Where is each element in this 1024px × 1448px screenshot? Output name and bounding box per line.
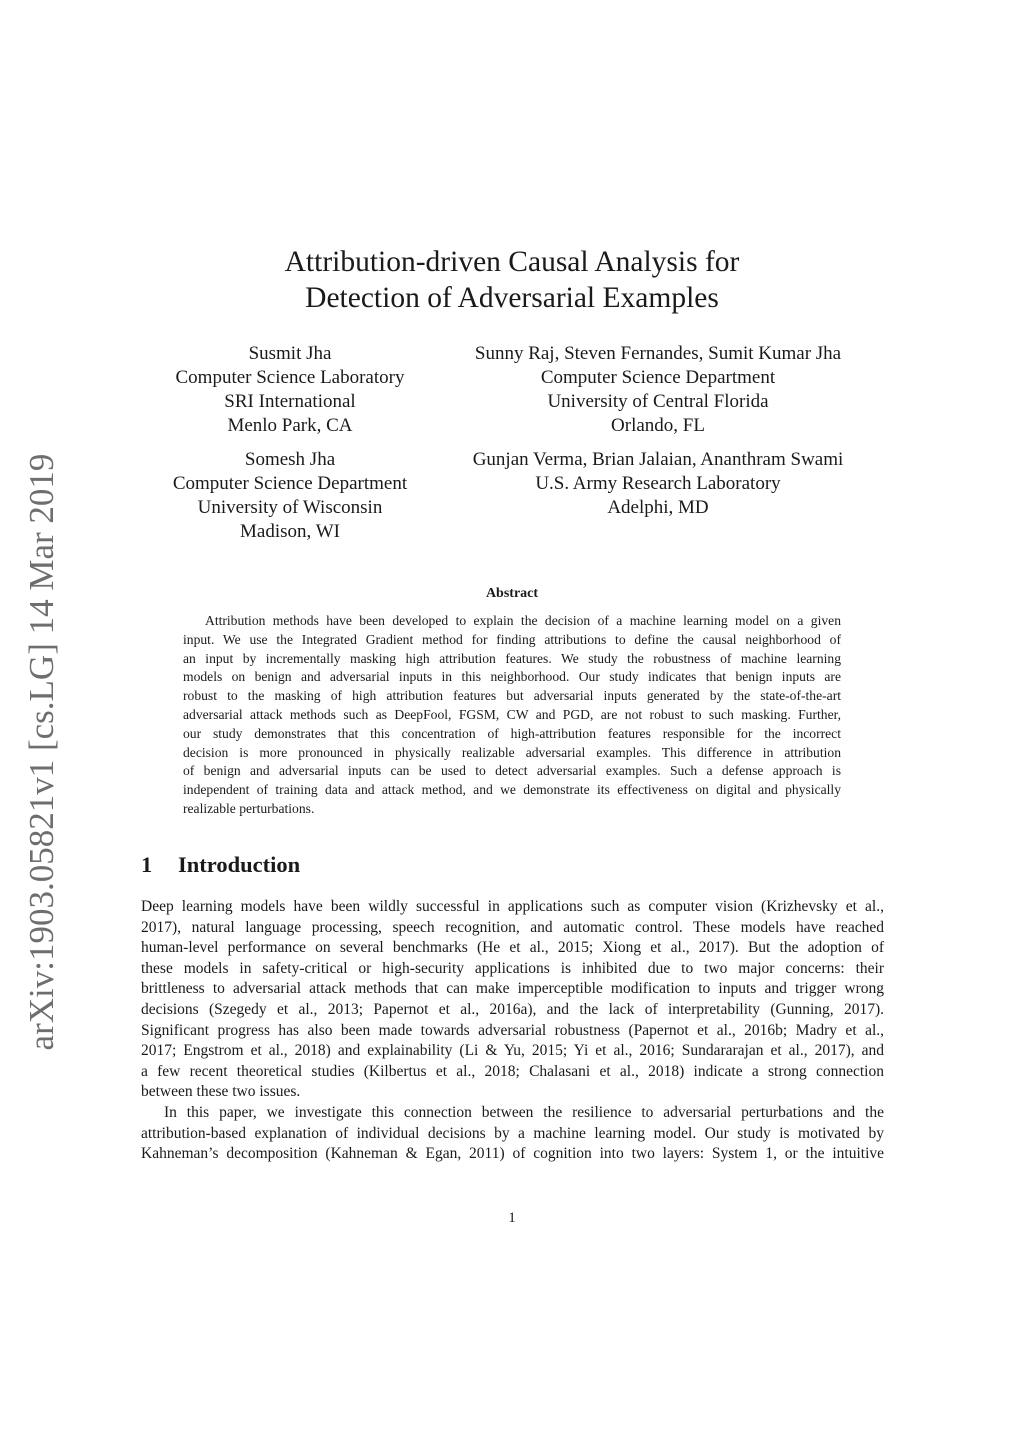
abstract-line: of benign and adversarial inputs can be used to detect adversarial examples. Such a defense approach is — [183, 763, 841, 779]
author-block-wisconsin — [150, 448, 430, 544]
introduction-body — [141, 897, 884, 1165]
abstract-line: realizable perturbations. — [183, 800, 315, 816]
body-line: 2017), natural language processing, speech recognition, and automatic control. These models have reached — [141, 918, 884, 936]
author-name: Sunny Raj, Steven Fernandes, Sumit Kumar Jha — [474, 343, 842, 364]
body-line: 2017; Engstrom et al., 2018) and explainability (Li & Yu, 2015; Yi et al., 2016; Sundararajan et al., 2017), and — [141, 1042, 884, 1060]
abstract-line: models on benign and adversarial inputs in this neighborhood. Our study indicates that benign inputs are — [183, 669, 841, 685]
author-affiliation: Computer Science Department — [172, 473, 408, 494]
author-block-sri — [150, 342, 430, 438]
title-line: Attribution-driven Causal Analysis for — [284, 246, 740, 278]
title-line: Detection of Adversarial Examples — [305, 282, 719, 314]
abstract-line: Attribution methods have been developed to explain the decision of a machine learning model on a given — [205, 613, 841, 628]
author-affiliation: University of Wisconsin — [197, 497, 383, 518]
body-line: these models in safety-critical or high-security applications is inhibited due to two major concerns: their — [141, 959, 884, 977]
author-affiliation: Computer Science Laboratory — [175, 367, 405, 388]
body-line: decisions (Szegedy et al., 2013; Papernot et al., 2016a), and the lack of interpretability (Gunning, 2017). — [141, 1000, 884, 1018]
section-number: 1 — [141, 852, 153, 877]
abstract-line: our study demonstrates that this concentration of high-attribution features responsible for the incorrect — [183, 725, 841, 741]
author-affiliation: Computer Science Department — [540, 367, 776, 388]
abstract-body — [183, 612, 841, 819]
abstract-line: an input by incrementally masking high attribution features. We study the robustness of machine learning — [183, 650, 841, 666]
author-affiliation: SRI International — [224, 391, 356, 412]
body-line: attribution-based explanation of individual decisions by a machine learning model. Our study is motivated by — [141, 1124, 884, 1142]
abstract-line: independent of training data and attack method, and we demonstrate its effectiveness on digital and physically — [183, 782, 841, 798]
body-line: Kahneman’s decomposition (Kahneman & Egan, 2011) of cognition into two layers: System 1, or the intuitive — [141, 1145, 884, 1163]
abstract-line: robust to the masking of high attribution features but adversarial inputs generated by the state-of-the-art — [183, 688, 841, 704]
body-line: brittleness to adversarial attack methods that can make imperceptible modification to inputs and trigger wrong — [141, 980, 884, 998]
author-location: Adelphi, MD — [607, 497, 709, 518]
paper-title — [0, 244, 1024, 316]
section-heading — [141, 852, 300, 878]
page-number: 1 — [508, 1210, 516, 1226]
body-line: human-level performance on several benchmarks (He et al., 2015; Xiong et al., 2017). But the adoption of — [141, 939, 884, 957]
author-affiliation: University of Central Florida — [547, 391, 769, 412]
body-line: Deep learning models have been wildly successful in applications such as computer vision (Krizhevsky et al., — [141, 898, 884, 915]
author-name: Somesh Jha — [244, 449, 336, 470]
abstract-heading: Abstract — [485, 586, 539, 601]
section-title: Introduction — [178, 852, 301, 877]
author-name: Susmit Jha — [248, 343, 332, 364]
abstract-line: decision is more pronounced in physically realizable adversarial examples. This difference in attribution — [183, 744, 841, 760]
body-line: between these two issues. — [141, 1083, 301, 1101]
author-location: Madison, WI — [240, 521, 340, 542]
author-affiliation: U.S. Army Research Laboratory — [535, 473, 781, 494]
body-line: a few recent theoretical studies (Kilbertus et al., 2018; Chalasani et al., 2018) indicate a strong connection — [141, 1062, 884, 1080]
abstract-line: adversarial attack methods such as DeepFool, FGSM, CW and PGD, are not robust to such masking. Further, — [183, 706, 841, 722]
author-block-arl — [448, 448, 868, 520]
arxiv-identifier: arXiv:1903.05821v1 [cs.LG] 14 Mar 2019 — [22, 453, 61, 1051]
body-line: Significant progress has also been made towards adversarial robustness (Papernot et al., 2016b; Madry et al., — [141, 1021, 884, 1039]
abstract-line: input. We use the Integrated Gradient method for finding attributions to define the causal neighborhood of — [183, 631, 841, 647]
author-location: Menlo Park, CA — [227, 415, 353, 436]
author-name: Gunjan Verma, Brian Jalaian, Ananthram Swami — [472, 449, 844, 470]
author-location: Orlando, FL — [611, 415, 705, 436]
author-block-ucf — [448, 342, 868, 438]
body-line: In this paper, we investigate this connection between the resilience to adversarial perturbations and the — [164, 1103, 884, 1121]
